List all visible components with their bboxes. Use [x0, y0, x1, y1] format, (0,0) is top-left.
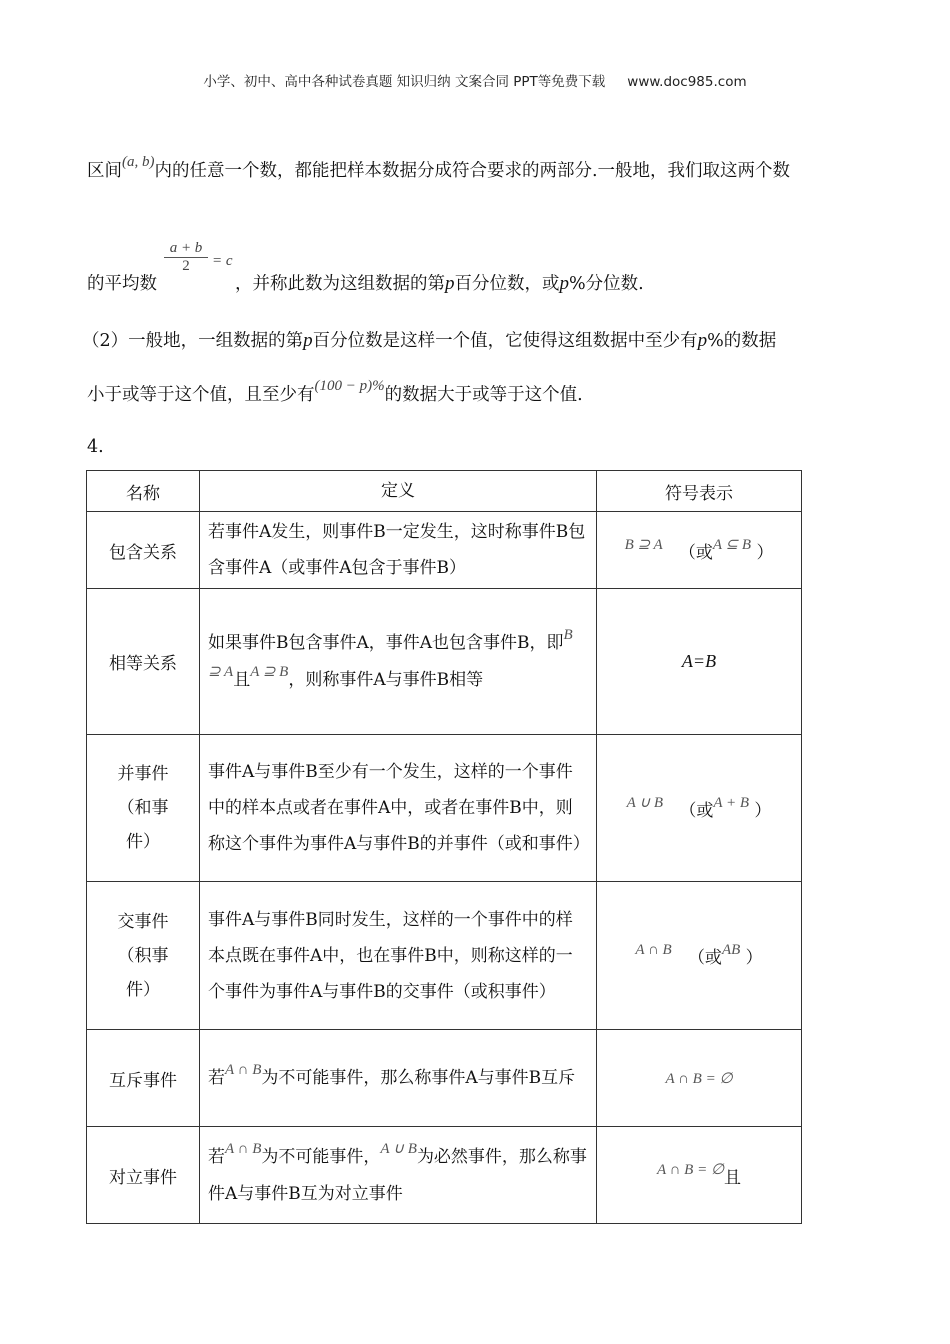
row-definition: 事件A与事件B至少有一个发生，这样的一个事件中的样本点或者在事件A中，或者在事件B中，则称这个事件为事件A与事件B的并事件（或和事件）	[200, 735, 597, 882]
section-number: 4.	[87, 437, 104, 457]
paragraph-average: 的平均数 ，并称此数为这组数据的第p百分位数，或p%分位数.	[87, 273, 644, 294]
page-header	[0, 70, 950, 90]
fraction-equals: = c	[212, 253, 233, 269]
table-row	[87, 589, 802, 735]
row-name: 互斥事件	[87, 1030, 200, 1127]
row-symbol: A ∩ B = ∅	[597, 1030, 802, 1127]
table-row	[87, 1127, 802, 1224]
row-symbol: A ∩ B = ∅且	[597, 1127, 802, 1224]
row-definition: 如果事件B包含事件A，事件A也包含事件B，即B ⊇ A且A ⊇ B，则称事件A与事件B相等	[200, 589, 597, 735]
table-header-row	[87, 471, 802, 512]
table-row	[87, 1030, 802, 1127]
row-symbol: A ∪ B （或A + B ）	[597, 735, 802, 882]
header-site[interactable]: www.doc985.com	[627, 74, 747, 90]
paragraph-percentile-def-cont: 小于或等于这个值，且至少有(100 − p)%的数据大于或等于这个值.	[87, 378, 583, 405]
row-definition: 若事件A发生，则事件B一定发生，这时称事件B包含事件A（或事件A包含于事件B）	[200, 512, 597, 589]
percent-math: (100 − p)%	[314, 378, 385, 394]
row-definition: 若A ∩ B为不可能事件，那么称事件A与事件B互斥	[200, 1030, 597, 1127]
paragraph-interval: 区间(a, b)内的任意一个数，都能把样本数据分成符合要求的两部分.一般地，我们取这两个数	[87, 154, 791, 181]
row-definition: 若A ∩ B为不可能事件，A ∪ B为必然事件，那么称事件A与事件B互为对立事件	[200, 1127, 597, 1224]
event-relations-table	[86, 470, 802, 1224]
header-text: 小学、初中、高中各种试卷真题 知识归纳 文案合同 PPT等免费下载	[203, 74, 606, 90]
row-name: 相等关系	[87, 589, 200, 735]
table-row	[87, 512, 802, 589]
row-name: 对立事件	[87, 1127, 200, 1224]
row-definition: 事件A与事件B同时发生，这样的一个事件中的样本点既在事件A中，也在事件B中，则称这样的一个事件为事件A与事件B的交事件（或积事件）	[200, 882, 597, 1030]
table-row	[87, 882, 802, 1030]
table-row	[87, 735, 802, 882]
header-name: 名称	[87, 471, 200, 512]
row-symbol: B ⊇ A （或A ⊆ B ）	[597, 512, 802, 589]
paragraph-percentile-def: （2）一般地，一组数据的第p百分位数是这样一个值，它使得这组数据中至少有p%的数据	[82, 330, 777, 351]
interval-math: (a, b)	[122, 154, 155, 170]
fraction-denominator: 2	[182, 258, 190, 274]
header-symbol: 符号表示	[597, 471, 802, 512]
row-name: 并事件 （和事 件）	[87, 735, 200, 882]
fraction-numerator: a + b	[164, 240, 208, 258]
header-definition: 定义	[200, 471, 597, 512]
row-name: 交事件 （积事 件）	[87, 882, 200, 1030]
row-name: 包含关系	[87, 512, 200, 589]
row-symbol: A ∩ B （或AB ）	[597, 882, 802, 1030]
row-symbol: A=B	[597, 589, 802, 735]
